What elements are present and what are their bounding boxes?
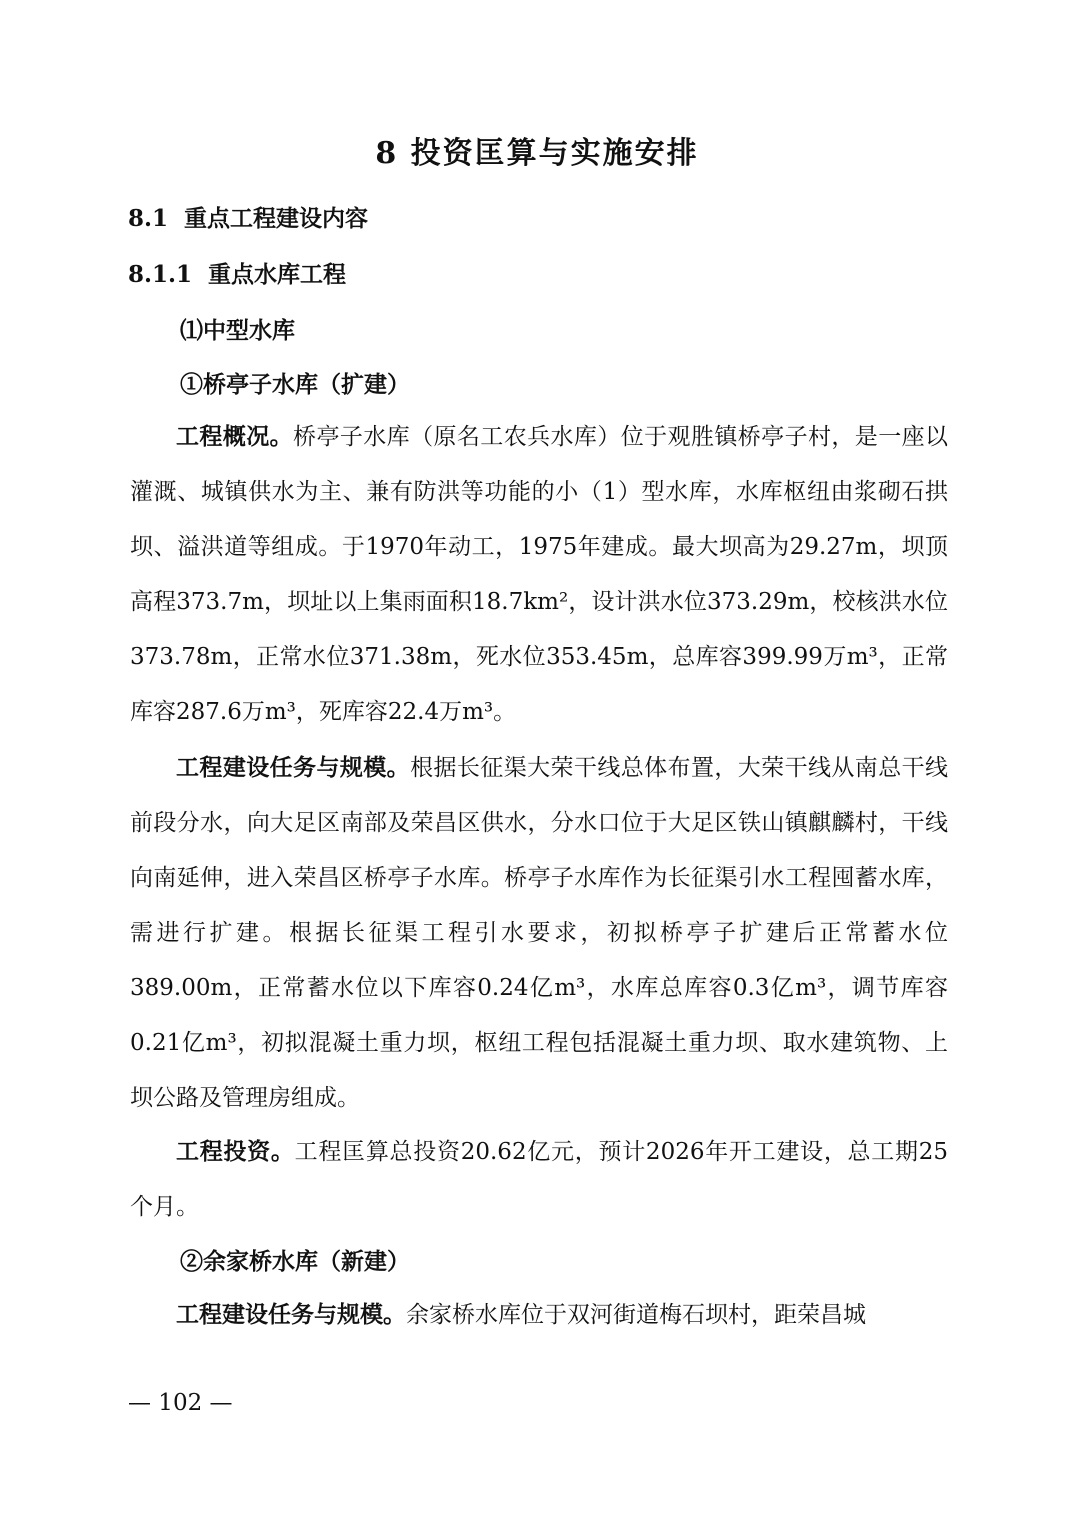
project-1-title: ①桥亭子水库（扩建） bbox=[180, 371, 410, 398]
paragraph-lead: 工程概况。 bbox=[176, 423, 294, 450]
page-number: — 102 — bbox=[128, 1390, 233, 1416]
paragraph-text: 余家桥水库位于双河街道梅石坝村，距荣昌城 bbox=[406, 1302, 866, 1328]
project-2-title: ②余家桥水库（新建） bbox=[180, 1248, 410, 1275]
subsection-number: 8.1.1 bbox=[128, 261, 193, 288]
section-heading-8-1-1 bbox=[128, 256, 346, 289]
section-heading-8-1 bbox=[128, 200, 368, 233]
section-title: 重点工程建设内容 bbox=[184, 205, 369, 232]
paragraph-text: 桥亭子水库（原名工农兵水库）位于观胜镇桥亭子村，是一座以灌溉、城镇供水为主、兼有防洪等功能的小（1）型水库，水库枢纽由浆砌石拱坝、溢洪道等组成。于1970年动工，1975年建成。最大坝高为29.27m，坝顶高程373.7m，坝址以上集雨面积18.7km²，设计洪水位373.29m，校核洪水位373.78m，正常水位371.38m，死水位353.45m，总库容399.99万m³，正常库容287.6万m³，死库容22.4万m³。 bbox=[130, 424, 948, 725]
paragraph-lead: 工程投资。 bbox=[176, 1138, 295, 1165]
project-2-task-paragraph bbox=[130, 1287, 948, 1343]
chapter-title: 8 投资匡算与实施安排 bbox=[375, 136, 699, 171]
section-number: 8.1 bbox=[128, 205, 169, 232]
paragraph-lead: 工程建设任务与规模。 bbox=[176, 754, 411, 781]
category-heading: ⑴中型水库 bbox=[180, 317, 295, 344]
paragraph-text: 工程匡算总投资20.62亿元，预计2026年开工建设，总工期25个月。 bbox=[130, 1139, 948, 1220]
paragraph-text: 根据长征渠大荣干线总体布置，大荣干线从南总干线前段分水，向大足区南部及荣昌区供水，分水口位于大足区铁山镇麒麟村，干线向南延伸，进入荣昌区桥亭子水库。桥亭子水库作为长征渠引水工程囤蓄水库，需进行扩建。根据长征渠工程引水要求，初拟桥亭子扩建后正常蓄水位389.00m，正常蓄水位以下库容0.24亿m³，水库总库容0.3亿m³，调节库容0.21亿m³，初拟混凝土重力坝，枢纽工程包括混凝土重力坝、取水建筑物、上坝公路及管理房组成。 bbox=[130, 755, 948, 1111]
project-1-overview-paragraph bbox=[130, 409, 948, 740]
subsection-title: 重点水库工程 bbox=[208, 261, 347, 288]
project-1-task-paragraph bbox=[130, 740, 948, 1126]
project-1-investment-paragraph bbox=[130, 1124, 948, 1235]
paragraph-lead: 工程建设任务与规模。 bbox=[176, 1301, 406, 1328]
